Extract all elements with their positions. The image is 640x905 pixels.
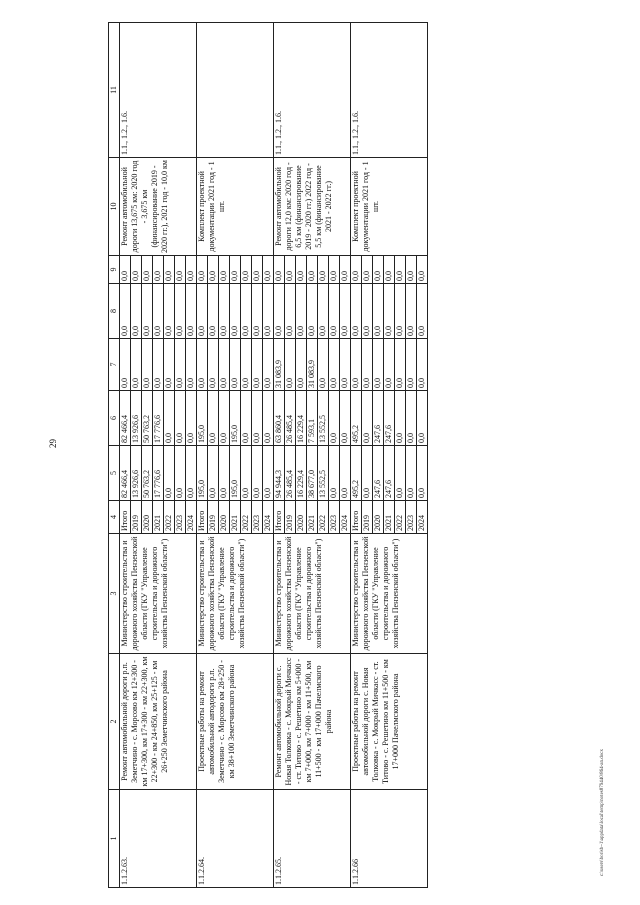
amount-cell: 0,0 <box>296 256 307 284</box>
amount-cell: 0,0 <box>373 256 384 284</box>
amount-cell: 195,0 <box>197 446 208 501</box>
year-cell: 2023 <box>406 501 417 534</box>
amount-cell: 0,0 <box>285 284 296 339</box>
year-cell: 2021 <box>230 501 241 534</box>
amount-cell: 0,0 <box>351 256 362 284</box>
header-cell: 10 <box>109 158 120 256</box>
program-code-cell: 1.1.2.65. <box>274 790 351 888</box>
amount-cell: 0,0 <box>230 339 241 391</box>
amount-cell: 0,0 <box>417 446 428 501</box>
header-cell: 4 <box>109 501 120 534</box>
year-cell: 2022 <box>241 501 252 534</box>
amount-cell: 0,0 <box>219 256 230 284</box>
amount-cell: 0,0 <box>153 256 164 284</box>
indicators-cell: 1.1., 1.2., 1.6. <box>274 23 351 158</box>
amount-cell: 0,0 <box>197 284 208 339</box>
amount-cell: 0,0 <box>197 256 208 284</box>
year-cell: 2023 <box>329 501 340 534</box>
header-cell: 8 <box>109 284 120 339</box>
amount-cell: 0,0 <box>362 284 373 339</box>
amount-cell: 0,0 <box>241 446 252 501</box>
amount-cell: 495,2 <box>351 446 362 501</box>
amount-cell: 0,0 <box>362 256 373 284</box>
rotated-table-container <box>108 23 523 888</box>
year-cell: 2024 <box>263 501 274 534</box>
year-cell: 2019 <box>208 501 219 534</box>
amount-cell: 0,0 <box>175 284 186 339</box>
table-row <box>351 23 362 888</box>
amount-cell: 0,0 <box>362 391 373 446</box>
result-cell: Ремонт автомобильной дороги 13,675 км: 2020 год - 3,675 км (финансирование 2019 - 2020 гг.), 2021 год - 10,0 км <box>120 158 197 256</box>
amount-cell: 0,0 <box>362 339 373 391</box>
amount-cell: 0,0 <box>208 256 219 284</box>
amount-cell: 0,0 <box>263 256 274 284</box>
amount-cell: 0,0 <box>164 391 175 446</box>
amount-cell: 82 466,4 <box>120 446 131 501</box>
amount-cell: 13 926,6 <box>131 391 142 446</box>
year-cell: 2024 <box>340 501 351 534</box>
amount-cell: 0,0 <box>373 284 384 339</box>
amount-cell: 0,0 <box>384 339 395 391</box>
amount-cell: 26 485,4 <box>285 391 296 446</box>
amount-cell: 0,0 <box>120 256 131 284</box>
amount-cell: 0,0 <box>142 339 153 391</box>
amount-cell: 0,0 <box>395 391 406 446</box>
amount-cell: 0,0 <box>241 391 252 446</box>
header-row <box>109 23 120 888</box>
amount-cell: 0,0 <box>329 446 340 501</box>
amount-cell: 0,0 <box>340 391 351 446</box>
amount-cell: 0,0 <box>340 339 351 391</box>
amount-cell: 0,0 <box>417 284 428 339</box>
amount-cell: 7 593,1 <box>307 391 318 446</box>
year-cell: 2020 <box>219 501 230 534</box>
amount-cell: 247,6 <box>384 391 395 446</box>
amount-cell: 0,0 <box>252 339 263 391</box>
year-cell: 2021 <box>307 501 318 534</box>
table-row <box>120 23 131 888</box>
amount-cell: 17 776,6 <box>153 446 164 501</box>
amount-cell: 0,0 <box>186 339 197 391</box>
amount-cell: 0,0 <box>406 284 417 339</box>
amount-cell: 0,0 <box>263 391 274 446</box>
amount-cell: 0,0 <box>351 284 362 339</box>
amount-cell: 0,0 <box>318 256 329 284</box>
amount-cell: 0,0 <box>274 284 285 339</box>
year-cell: 2019 <box>131 501 142 534</box>
amount-cell: 0,0 <box>153 339 164 391</box>
amount-cell: 50 763,2 <box>142 391 153 446</box>
executor-cell: Министерство строительства и дорожного хозяйства Пензенской области (ГКУ "Управление строительства и дорожного хозяйства Пензенской области") <box>120 534 197 654</box>
amount-cell: 0,0 <box>131 284 142 339</box>
header-cell: 9 <box>109 256 120 284</box>
amount-cell: 17 776,6 <box>153 391 164 446</box>
page-number: 29 <box>48 439 58 448</box>
amount-cell: 0,0 <box>329 391 340 446</box>
amount-cell: 0,0 <box>406 446 417 501</box>
table-row <box>197 23 208 888</box>
year-cell: 2020 <box>142 501 153 534</box>
executor-cell: Министерство строительства и дорожного хозяйства Пензенской области (ГКУ "Управление строительства и дорожного хозяйства Пензенской области") <box>274 534 351 654</box>
amount-cell: 0,0 <box>252 391 263 446</box>
program-code-cell: 1.1.2.66 <box>351 790 428 888</box>
amount-cell: 0,0 <box>417 256 428 284</box>
amount-cell: 31 083,9 <box>307 339 318 391</box>
amount-cell: 0,0 <box>307 284 318 339</box>
amount-cell: 0,0 <box>208 339 219 391</box>
amount-cell: 0,0 <box>263 339 274 391</box>
header-cell: 5 <box>109 446 120 501</box>
amount-cell: 50 763,2 <box>142 446 153 501</box>
amount-cell: 0,0 <box>417 339 428 391</box>
result-cell: Комплект проектной документации 2021 год - 1 шт. <box>351 158 428 256</box>
program-code-cell: 1.1.2.63. <box>120 790 197 888</box>
amount-cell: 0,0 <box>395 256 406 284</box>
amount-cell: 0,0 <box>384 256 395 284</box>
year-cell: 2022 <box>395 501 406 534</box>
amount-cell: 0,0 <box>175 391 186 446</box>
year-cell: 2022 <box>318 501 329 534</box>
amount-cell: 0,0 <box>208 284 219 339</box>
amount-cell: 0,0 <box>296 339 307 391</box>
amount-cell: 0,0 <box>219 339 230 391</box>
year-cell: Итого <box>197 501 208 534</box>
amount-cell: 63 860,4 <box>274 391 285 446</box>
indicators-cell: 1.1., 1.2., 1.6. <box>351 23 428 158</box>
year-cell: Итого <box>351 501 362 534</box>
amount-cell: 0,0 <box>164 256 175 284</box>
amount-cell: 0,0 <box>186 446 197 501</box>
amount-cell: 0,0 <box>153 284 164 339</box>
amount-cell: 0,0 <box>164 339 175 391</box>
amount-cell: 0,0 <box>340 256 351 284</box>
amount-cell: 0,0 <box>274 256 285 284</box>
header-cell: 6 <box>109 391 120 446</box>
header-cell: 7 <box>109 339 120 391</box>
amount-cell: 0,0 <box>340 284 351 339</box>
amount-cell: 195,0 <box>230 446 241 501</box>
amount-cell: 495,2 <box>351 391 362 446</box>
amount-cell: 0,0 <box>252 446 263 501</box>
result-cell: Ремонт автомобильной дороги 12,0 км: 2020 год - 6,5 км (финансирование 2019 - 2020 гг.) 2022 год - 5,5 км (финансирование 2021 - 2022 гг.) <box>274 158 351 256</box>
amount-cell: 0,0 <box>186 256 197 284</box>
amount-cell: 0,0 <box>175 339 186 391</box>
measure-name-cell: Проектные работы на ремонт автомобильной автодороги р.п. Земетчино - с. Морсово км 28+250 - км 38+100 Земетчинского района <box>197 654 274 790</box>
amount-cell: 13 926,6 <box>131 446 142 501</box>
amount-cell: 0,0 <box>219 446 230 501</box>
year-cell: 2019 <box>285 501 296 534</box>
amount-cell: 247,6 <box>373 446 384 501</box>
amount-cell: 0,0 <box>395 446 406 501</box>
amount-cell: 0,0 <box>296 284 307 339</box>
amount-cell: 0,0 <box>351 339 362 391</box>
amount-cell: 0,0 <box>120 284 131 339</box>
year-cell: 2023 <box>252 501 263 534</box>
year-cell: 2023 <box>175 501 186 534</box>
program-code-cell: 1.1.2.64. <box>197 790 274 888</box>
amount-cell: 38 677,0 <box>307 446 318 501</box>
year-cell: Итого <box>120 501 131 534</box>
year-cell: 2024 <box>417 501 428 534</box>
amount-cell: 0,0 <box>142 256 153 284</box>
amount-cell: 0,0 <box>230 284 241 339</box>
amount-cell: 0,0 <box>142 284 153 339</box>
amount-cell: 0,0 <box>285 339 296 391</box>
amount-cell: 0,0 <box>241 256 252 284</box>
amount-cell: 0,0 <box>406 391 417 446</box>
amount-cell: 0,0 <box>219 391 230 446</box>
amount-cell: 0,0 <box>285 256 296 284</box>
year-cell: 2022 <box>164 501 175 534</box>
amount-cell: 0,0 <box>241 284 252 339</box>
amount-cell: 0,0 <box>197 339 208 391</box>
amount-cell: 13 552,5 <box>318 391 329 446</box>
amount-cell: 94 944,3 <box>274 446 285 501</box>
header-cell: 2 <box>109 654 120 790</box>
table-row <box>274 23 285 888</box>
amount-cell: 0,0 <box>406 256 417 284</box>
amount-cell: 0,0 <box>175 446 186 501</box>
footer-file-path: c:\users\borisb~1\appdata\local\temp\notes879440\864-an.docx <box>600 749 605 876</box>
amount-cell: 0,0 <box>120 339 131 391</box>
amount-cell: 13 552,5 <box>318 446 329 501</box>
year-cell: 2024 <box>186 501 197 534</box>
amount-cell: 0,0 <box>362 446 373 501</box>
amount-cell: 0,0 <box>164 284 175 339</box>
amount-cell: 0,0 <box>208 446 219 501</box>
program-table <box>108 22 428 888</box>
amount-cell: 0,0 <box>329 339 340 391</box>
amount-cell: 0,0 <box>318 339 329 391</box>
amount-cell: 0,0 <box>417 391 428 446</box>
result-cell: Комплект проектной документации 2021 год - 1 шт. <box>197 158 274 256</box>
amount-cell: 0,0 <box>164 446 175 501</box>
amount-cell: 0,0 <box>340 446 351 501</box>
amount-cell: 195,0 <box>230 391 241 446</box>
amount-cell: 0,0 <box>252 284 263 339</box>
amount-cell: 26 485,4 <box>285 446 296 501</box>
amount-cell: 0,0 <box>329 284 340 339</box>
amount-cell: 16 229,4 <box>296 446 307 501</box>
amount-cell: 0,0 <box>241 339 252 391</box>
amount-cell: 0,0 <box>406 339 417 391</box>
amount-cell: 0,0 <box>230 256 241 284</box>
year-cell: 2021 <box>153 501 164 534</box>
year-cell: 2021 <box>384 501 395 534</box>
amount-cell: 0,0 <box>263 284 274 339</box>
executor-cell: Министерство строительства и дорожного хозяйства Пензенской области (ГКУ "Управление строительства и дорожного хозяйства Пензенской области") <box>197 534 274 654</box>
amount-cell: 0,0 <box>384 284 395 339</box>
amount-cell: 0,0 <box>373 339 384 391</box>
table-body <box>109 23 428 888</box>
amount-cell: 0,0 <box>186 391 197 446</box>
amount-cell: 0,0 <box>307 256 318 284</box>
header-cell: 3 <box>109 534 120 654</box>
amount-cell: 0,0 <box>131 256 142 284</box>
indicators-cell: 1.1., 1.2., 1.6. <box>120 23 197 158</box>
measure-name-cell: Проектные работы на ремонт автомобильной дороги с. Новая Толковка - с. Мокрый Мичкасс - ст. Титово - с. Решетино км 11+500 - км 17+000 Пачелмского района <box>351 654 428 790</box>
amount-cell: 16 229,4 <box>296 391 307 446</box>
amount-cell: 0,0 <box>329 256 340 284</box>
amount-cell: 31 083,9 <box>274 339 285 391</box>
amount-cell: 247,6 <box>373 391 384 446</box>
amount-cell: 82 466,4 <box>120 391 131 446</box>
amount-cell: 0,0 <box>318 284 329 339</box>
header-cell: 1 <box>109 790 120 888</box>
amount-cell: 0,0 <box>131 339 142 391</box>
measure-name-cell: Ремонт автомобильной дороги с. Новая Толковка - с. Мокрый Мичкасс - ст. Титово - с. Решетино км 5+000 - км 7+000, км 7+000 - км 11+500, км 11+500 - км 17+000 Пачелмского района <box>274 654 351 790</box>
amount-cell: 0,0 <box>395 284 406 339</box>
amount-cell: 0,0 <box>252 256 263 284</box>
amount-cell: 0,0 <box>208 391 219 446</box>
year-cell: Итого <box>274 501 285 534</box>
amount-cell: 0,0 <box>263 446 274 501</box>
amount-cell: 0,0 <box>186 284 197 339</box>
header-cell: 11 <box>109 23 120 158</box>
year-cell: 2020 <box>373 501 384 534</box>
amount-cell: 247,6 <box>384 446 395 501</box>
amount-cell: 0,0 <box>219 284 230 339</box>
executor-cell: Министерство строительства и дорожного хозяйства Пензенской области (ГКУ "Управление строительства и дорожного хозяйства Пензенской области") <box>351 534 428 654</box>
amount-cell: 0,0 <box>395 339 406 391</box>
measure-name-cell: Ремонт автомобильной дороги р.п. Земетчино - с. Морсово км 12+300 - км 17+300, км 17+300 - км 22+300, км 22+300 - км 24+850, км 25+125 - км 26+250 Земетчинского района <box>120 654 197 790</box>
year-cell: 2019 <box>362 501 373 534</box>
indicators-cell <box>197 23 274 158</box>
amount-cell: 195,0 <box>197 391 208 446</box>
year-cell: 2020 <box>296 501 307 534</box>
amount-cell: 0,0 <box>175 256 186 284</box>
